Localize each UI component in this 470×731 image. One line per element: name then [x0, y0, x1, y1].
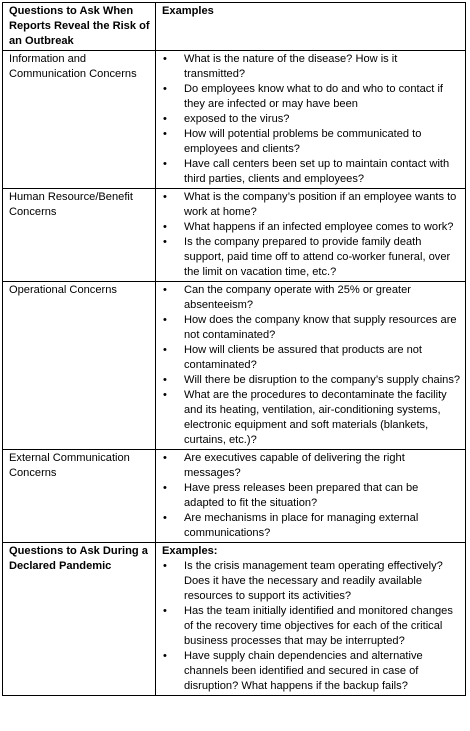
list-item: • What are the procedures to decontaminate the facility and its heating, ventilation, air-conditioning systems, electronic equipment and soft materials (blankets, curtains, etc.)?: [162, 388, 461, 448]
list-item: • How will clients be assured that products are not contaminated?: [162, 343, 461, 373]
list-item: • Has the team initially identified and monitored changes of the recovery time objectives for each of the critical business processes that may be interrupted?: [162, 604, 461, 649]
list-item: • How will potential problems be communicated to employees and clients?: [162, 127, 461, 157]
row-label: Questions to Ask During a Declared Pandemic: [3, 543, 156, 696]
list-item: • Have press releases been prepared that can be adapted to fit the situation?: [162, 481, 461, 511]
list-item: • What is the nature of the disease? How is it transmitted?: [162, 52, 461, 82]
table-row-external-communication: [3, 450, 466, 543]
table-header-row: [3, 3, 466, 51]
row-examples: [156, 189, 466, 282]
row-label: Human Resource/Benefit Concerns: [3, 189, 156, 282]
row-examples: [156, 543, 466, 696]
table-row-information: [3, 51, 466, 189]
examples-subheading: Examples:: [162, 545, 218, 557]
list-item: • Is the crisis management team operating effectively? Does it have the necessary and readily available resources to support its activities?: [162, 559, 461, 604]
pandemic-questions-table: [2, 2, 466, 696]
row-label: Information and Communication Concerns: [3, 51, 156, 189]
list-item: • Can the company operate with 25% or greater absenteeism?: [162, 283, 461, 313]
list-item: • Are executives capable of delivering the right messages?: [162, 451, 461, 481]
header-examples: Examples: [156, 3, 466, 51]
example-list: [162, 451, 461, 541]
list-item: • Is the company prepared to provide family death support, paid time off to attend co-worker funeral, over the limit on vacation time, etc.?: [162, 235, 461, 280]
example-list: [162, 52, 461, 187]
table-row-declared-pandemic: [3, 543, 466, 696]
table-row-operational: [3, 282, 466, 450]
row-label: Operational Concerns: [3, 282, 156, 450]
list-item: • What happens if an infected employee comes to work?: [162, 220, 461, 235]
row-label: External Communication Concerns: [3, 450, 156, 543]
header-questions: Questions to Ask When Reports Reveal the Risk of an Outbreak: [3, 3, 156, 51]
row-examples: [156, 51, 466, 189]
example-list: [162, 559, 461, 694]
list-item: • What is the company’s position if an employee wants to work at home?: [162, 190, 461, 220]
table-row-human-resource: [3, 189, 466, 282]
list-item: • Have call centers been set up to maintain contact with third parties, clients and employees?: [162, 157, 461, 187]
list-item: • Have supply chain dependencies and alternative channels been identified and secured in case of disruption? What happens if the backup fails?: [162, 649, 461, 694]
row-examples: [156, 450, 466, 543]
list-item: • exposed to the virus?: [162, 112, 461, 127]
row-examples: [156, 282, 466, 450]
example-list: [162, 190, 461, 280]
list-item: • Are mechanisms in place for managing external communications?: [162, 511, 461, 541]
list-item: • Will there be disruption to the company’s supply chains?: [162, 373, 461, 388]
list-item: • Do employees know what to do and who to contact if they are infected or may have been: [162, 82, 461, 112]
list-item: • How does the company know that supply resources are not contaminated?: [162, 313, 461, 343]
example-list: [162, 283, 461, 448]
